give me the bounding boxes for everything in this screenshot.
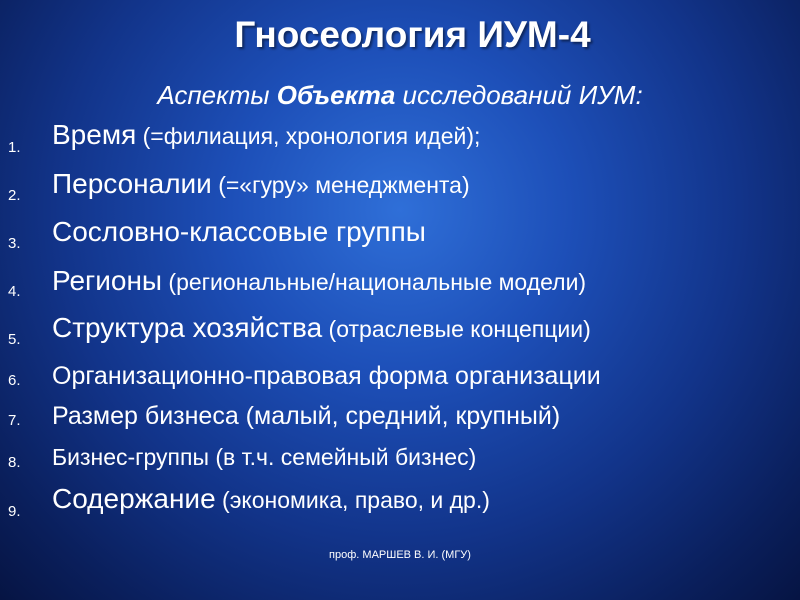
slide-footer: проф. МАРШЕВ В. И. (МГУ): [329, 549, 471, 561]
list-item-text: Размер бизнеса (малый, средний, крупный): [52, 402, 561, 430]
list-item-text: Персоналии (=«гуру» менеджмента): [52, 168, 470, 199]
list-item-text: Бизнес-группы (в т.ч. семейный бизнес): [52, 444, 477, 470]
list-item-text: Время (=филиация, хронология идей);: [52, 119, 481, 150]
list-item-text: Структура хозяйства (отраслевые концепции): [52, 312, 591, 343]
list-item-number: 8.: [8, 454, 21, 471]
list-item: [0, 265, 800, 305]
list-item: [0, 444, 800, 480]
list-item: [0, 216, 800, 256]
list-item-text: Сословно-классовые группы: [52, 216, 426, 247]
list-item: [0, 119, 800, 159]
list-item-text: Содержание (экономика, право, и др.): [52, 483, 490, 514]
list-item-number: 2.: [8, 187, 21, 204]
list-item-number: 5.: [8, 331, 21, 348]
list-item: [0, 483, 800, 525]
list-item-text: Регионы (региональные/национальные модели): [52, 265, 587, 296]
list-item: [0, 362, 800, 398]
slide-subtitle: [0, 80, 800, 111]
list-item-number: 1.: [8, 139, 21, 156]
list-item-number: 7.: [8, 412, 21, 429]
subtitle-suffix: исследований ИУМ:: [395, 80, 643, 110]
subtitle-bold: Объекта: [276, 80, 396, 110]
list-item-number: 3.: [8, 235, 21, 252]
list-item-number: 9.: [8, 503, 21, 520]
list-item-number: 6.: [8, 372, 21, 389]
subtitle-prefix: Аспекты: [157, 80, 277, 110]
list-item: [0, 168, 800, 208]
list-item: [0, 402, 800, 438]
list-item-number: 4.: [8, 283, 21, 300]
slide-title: Гносеология ИУМ-4: [234, 14, 591, 55]
list-item: [0, 312, 800, 352]
list-item-text: Организационно-правовая форма организации: [52, 362, 601, 390]
